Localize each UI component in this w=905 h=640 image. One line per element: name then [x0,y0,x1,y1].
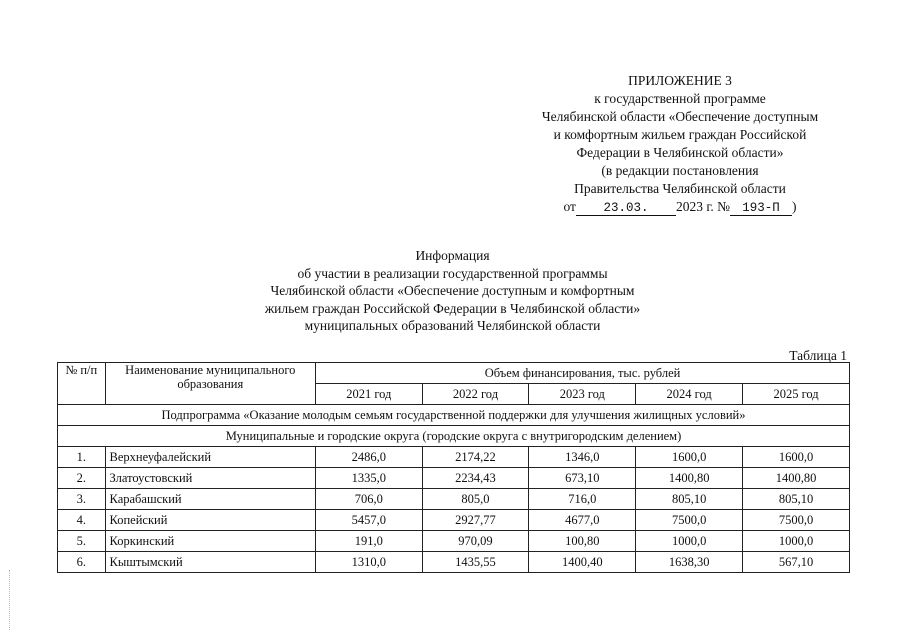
subprogram-row [58,405,850,426]
table-row [58,552,850,573]
table-row [58,489,850,510]
table-row [58,447,850,468]
header-year: 2021 год [316,384,423,405]
funding-value: 4677,0 [529,510,636,531]
funding-value: 706,0 [316,489,423,510]
resolution-number: 193-П [730,201,792,216]
year-text: 2023 г. № [675,199,730,214]
appendix-header [520,72,840,216]
funding-value: 7500,0 [636,510,743,531]
funding-value: 1638,30 [636,552,743,573]
information-line: муниципальных образований Челябинской области [304,318,601,333]
funding-value: 2234,43 [422,468,529,489]
row-number: 2. [58,468,106,489]
funding-value: 191,0 [316,531,423,552]
appendix-line: (в редакции постановления [601,163,759,178]
funding-value: 1400,80 [636,468,743,489]
funding-value: 805,10 [636,489,743,510]
funding-value: 100,80 [529,531,636,552]
closing-paren: ) [792,199,797,214]
municipality-name: Копейский [105,510,316,531]
header-year: 2024 год [636,384,743,405]
funding-value: 5457,0 [316,510,423,531]
funding-value: 805,0 [422,489,529,510]
header-funding: Объем финансирования, тыс. рублей [316,363,850,384]
header-year: 2023 год [529,384,636,405]
row-number: 4. [58,510,106,531]
funding-value: 1000,0 [743,531,850,552]
funding-value: 1310,0 [316,552,423,573]
header-num: № п/п [58,363,106,405]
appendix-line: и комфортным жильем граждан Российской [553,127,807,142]
funding-value: 2486,0 [316,447,423,468]
funding-value: 1435,55 [422,552,529,573]
appendix-line: к государственной программе [594,91,766,106]
resolution-date: 23.03. [576,201,676,216]
funding-value: 970,09 [422,531,529,552]
municipality-name: Карабашский [105,489,316,510]
funding-table [57,362,850,573]
subprogram-title: Подпрограмма «Оказание молодым семьям государственной поддержки для улучшения жилищных условий» [58,405,850,426]
funding-value: 2174,22 [422,447,529,468]
funding-value: 673,10 [529,468,636,489]
municipality-name: Кыштымский [105,552,316,573]
header-year: 2022 год [422,384,529,405]
appendix-line: Федерации в Челябинской области» [576,145,784,160]
header-name: Наименование муниципального образования [105,363,316,405]
scan-edge-mark [9,570,11,630]
appendix-title: ПРИЛОЖЕНИЕ 3 [628,73,732,88]
table-label: Таблица 1 [789,348,847,363]
row-number: 6. [58,552,106,573]
table-row [58,468,850,489]
funding-value: 1000,0 [636,531,743,552]
header-year: 2025 год [743,384,850,405]
table-header-row [58,363,850,384]
appendix-line: Челябинской области «Обеспечение доступным [541,109,819,124]
information-line: об участии в реализации государственной программы [297,265,608,281]
funding-value: 1400,40 [529,552,636,573]
information-title: Информация [415,248,490,263]
information-heading [180,247,725,335]
funding-value: 2927,77 [422,510,529,531]
municipality-name: Верхнеуфалейский [105,447,316,468]
funding-value: 1600,0 [636,447,743,468]
date-prefix: от [563,199,576,214]
funding-value: 1346,0 [529,447,636,468]
row-number: 5. [58,531,106,552]
row-number: 3. [58,489,106,510]
group-title: Муниципальные и городские округа (городские округа с внутригородским делением) [58,426,850,447]
funding-value: 567,10 [743,552,850,573]
table-row [58,510,850,531]
information-line: жильем граждан Российской Федерации в Челябинской области» [264,300,641,316]
funding-value: 1400,80 [743,468,850,489]
funding-value: 805,10 [743,489,850,510]
municipality-name: Златоустовский [105,468,316,489]
funding-value: 716,0 [529,489,636,510]
funding-value: 1600,0 [743,447,850,468]
row-number: 1. [58,447,106,468]
table-row [58,531,850,552]
appendix-line: Правительства Челябинской области [574,181,786,196]
funding-value: 1335,0 [316,468,423,489]
group-row [58,426,850,447]
municipality-name: Коркинский [105,531,316,552]
resolution-date-line [520,198,840,216]
funding-value: 7500,0 [743,510,850,531]
information-line: Челябинской области «Обеспечение доступным и комфортным [270,283,635,298]
